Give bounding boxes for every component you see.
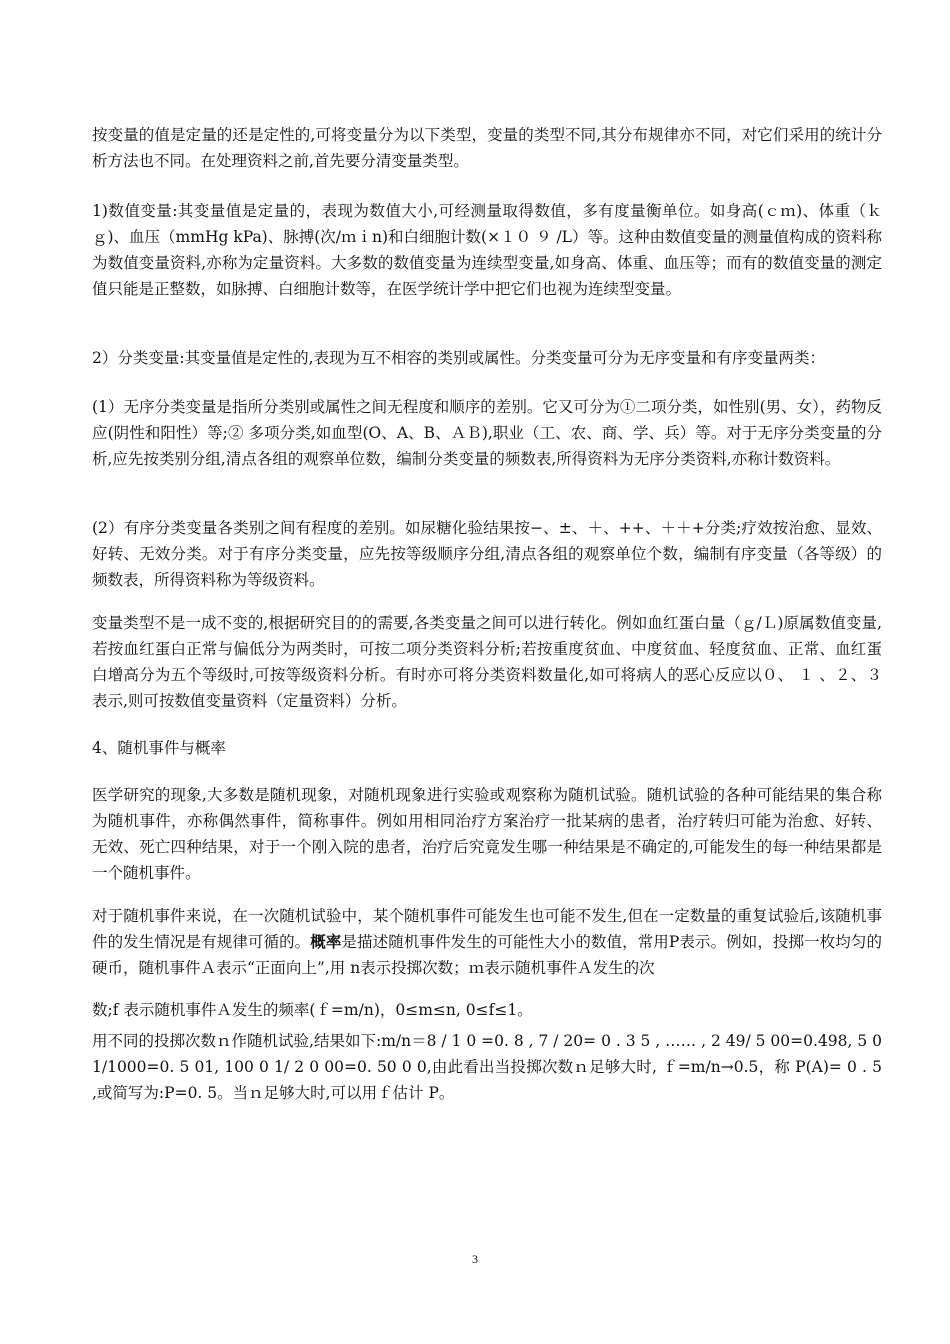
section-heading-random-events: 4、随机事件与概率 xyxy=(92,739,226,757)
page-number: 3 xyxy=(472,1252,478,1266)
probability-term-bold: 概率 xyxy=(310,932,342,951)
paragraph-variable-conversion: 变量类型不是一成不变的,根据研究目的的需要,各类变量之间可以进行转化。例如血红蛋白量（ｇ/Ｌ)原属数值变量,若按血红蛋白正常与偏低分为两类时，可按二项分类资料分析;若按重度贫血、中度贫血、轻度贫血、正常、血红蛋白增高分为五个等级时,可按等级资料分析。有时亦可将分类资料数量化,如可将病人的恶心反应以０、 １ 、２、３表示,则可按数值变量资料（定量资料）分析。 xyxy=(92,614,882,710)
paragraph-nominal-variables: (1）无序分类变量是指所分类别或属性之间无程度和顺序的差别。它又可分为①二项分类，如性别(男、女），药物反应(阴性和阳性）等;② 多项分类,如血型(O、A、B、ＡＢ),职业（工、农、商、学、兵）等。对于无序分类变量的分析,应先按类别分组,清点各组的观察单位数，编制分类变量的频数表,所得资料为无序分类资料,亦称计数资料。 xyxy=(92,398,882,468)
paragraph-numeric-variables: 1)数值变量:其变量值是定量的，表现为数值大小,可经测量取得数值，多有度量衡单位。如身高(ｃｍ)、体重（ｋｇ)、血压（mmHg kPa)、脉搏(次/ｍｉn)和白细胞计数(×１０ ９ /L）等。这种由数值变量的测量值构成的资料称为数值变量资料,亦称为定量资料。大多数的数值变量为连续型变量,如身高、体重、血压等；而有的数值变量的测定值只能是正整数，如脉搏、白细胞计数等，在医学统计学中把它们也视为连续型变量。 xyxy=(92,202,882,298)
paragraph-categorical-variables: 2）分类变量:其变量值是定性的,表现为互不相容的类别或属性。分类变量可分为无序变量和有序变量两类： xyxy=(92,349,826,367)
paragraph-frequency-definition: 数;f 表示随机事件Ａ发生的频率(ｆ=m/n)，0≤m≤n, 0≤f≤1。 xyxy=(92,1001,533,1019)
paragraph-coin-experiment: 用不同的投掷次数ｎ作随机试验,结果如下:m/n＝8 / 1 0 =0. 8 , 7 / 20= 0 . 3 5 , …… , 2 49/ 5 00=0.498, 5 0 1/1000=0. 5 01, 100 0 1/ 2 0 00=0. 50 0 0,由此看出当投掷次数ｎ足够大时, ｆ=m/n→0.5，称 P(A)= 0 . 5 ,或简写为:P=0. 5。当ｎ足够大时,可以用ｆ估计 P。 xyxy=(92,1032,882,1102)
paragraph-ordinal-variables: (2）有序分类变量各类别之间有程度的差别。如尿糖化验结果按−、±、＋、++、＋＋+分类;疗效按治愈、显效、好转、无效分类。对于有序分类变量，应先按等级顺序分组,清点各组的观察单位个数，编制有序变量（各等级）的频数表，所得资料称为等级资料。 xyxy=(92,519,882,589)
paragraph-variable-types-intro: 按变量的值是定量的还是定性的,可将变量分为以下类型，变量的类型不同,其分布规律亦不同，对它们采用的统计分析方法也不同。在处理资料之前,首先要分清变量类型。 xyxy=(92,126,882,170)
paragraph-random-events: 医学研究的现象,大多数是随机现象，对随机现象进行实验或观察称为随机试验。随机试验的各种可能结果的集合称为随机事件，亦称偶然事件，简称事件。例如用相同治疗方案治疗一批某病的患者，治疗转归可能为治愈、好转、无效、死亡四种结果，对于一个刚入院的患者，治疗后究竟发生哪一种结果是不确定的,可能发生的每一种结果都是一个随机事件。 xyxy=(92,786,882,882)
probability-text-part1: 对于随机事件来说，在一次随机试验中，某个随机事件可能发生也可能不发生,但在一定数量的重复试验后,该随机事件的发生情况是有规律可循的。 xyxy=(92,907,882,951)
paragraph-probability xyxy=(92,903,882,981)
probability-text-part2: 是描述随机事件发生的可能性大小的数值，常用P表示。例如，投掷一枚均匀的硬币，随机事件Ａ表示“正面向上”,用 n表示投掷次数；ｍ表示随机事件Ａ发生的次 xyxy=(92,933,882,977)
